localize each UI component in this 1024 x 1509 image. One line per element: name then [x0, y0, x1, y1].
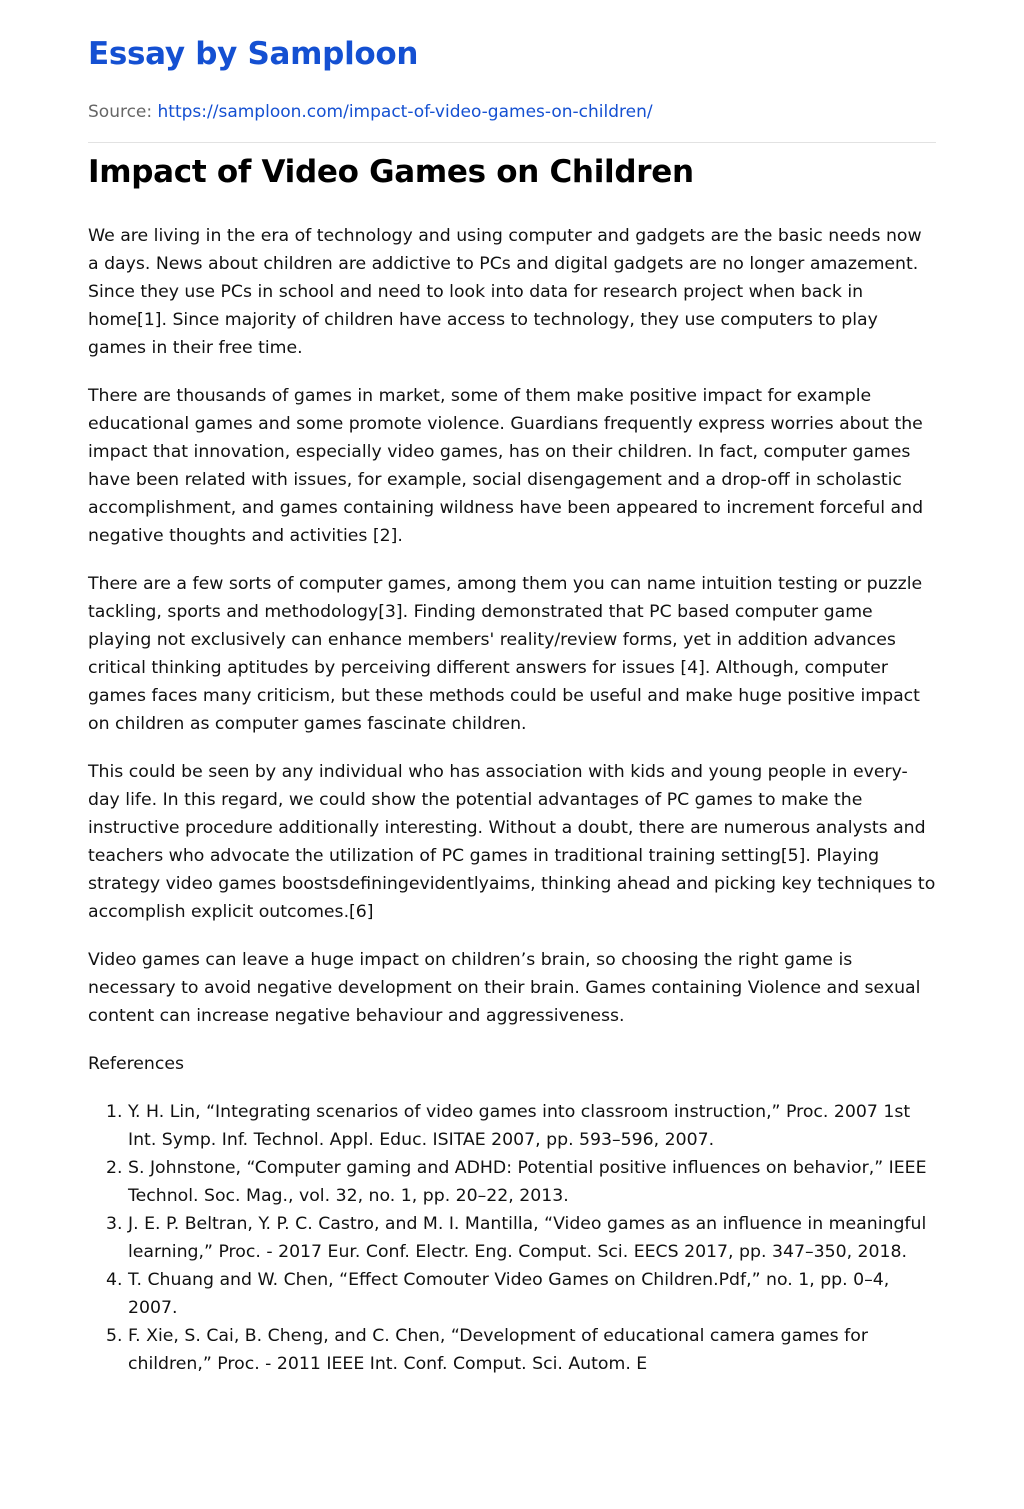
- reference-item: 2. S. Johnstone, “Computer gaming and ADHD: Potential positive influences on behavior,” IEEE Technol. Soc. Mag., vol. 32, no. 1, pp. 20–22, 2013.: [128, 1154, 936, 1210]
- essay-title: Impact of Video Games on Children: [88, 154, 694, 190]
- paragraph: Video games can leave a huge impact on children’s brain, so choosing the right game is necessary to avoid negative development on their brain. Games containing Violence and sexual content can increase negative behaviour and aggressiveness.: [88, 950, 921, 1026]
- paragraph: This could be seen by any individual who has association with kids and young people in every-day life. In this regard, we could show the potential advantages of PC games to make the instructive procedure additionally interesting. Without a doubt, there are numerous analysts and teachers who advocate the utilization of PC games in traditional training setting[5]. Playing strategy video games boostsdefiningevidentlyaims, thinking ahead and picking key techniques to accomplish explicit outcomes.[6]: [88, 762, 936, 922]
- reference-item: 4. T. Chuang and W. Chen, “Effect Comouter Video Games on Children.Pdf,” no. 1, pp. 0–4, 2007.: [128, 1266, 936, 1322]
- divider: [88, 142, 936, 143]
- references-list: [88, 1098, 936, 1378]
- paragraph: There are a few sorts of computer games, among them you can name intuition testing or puzzle tackling, sports and methodology[3]. Finding demonstrated that PC based computer game playing not exclusively can enhance members' reality/review forms, yet in addition advances critical thinking aptitudes by perceiving different answers for issues [4]. Although, computer games faces many criticism, but these methods could be useful and make huge positive impact on children as computer games fascinate children.: [88, 574, 923, 734]
- source-line: [88, 102, 653, 122]
- paragraph: We are living in the era of technology and using computer and gadgets are the basic needs now a days. News about children are addictive to PCs and digital gadgets are no longer amazement. Since they use PCs in school and need to look into data for research project when back in home[1]. Since majority of children have access to technology, they use computers to play games in their free time.: [88, 226, 922, 358]
- reference-item: 5. F. Xie, S. Cai, B. Cheng, and C. Chen, “Development of educational camera games for children,” Proc. - 2011 IEEE Int. Conf. Comput. Sci. Autom. E: [128, 1322, 936, 1378]
- source-label: Source:: [88, 102, 153, 122]
- references-heading: References: [88, 1054, 185, 1074]
- reference-item: 3. J. E. P. Beltran, Y. P. C. Castro, and M. I. Mantilla, “Video games as an influence in meaningful learning,” Proc. - 2017 Eur. Conf. Electr. Eng. Comput. Sci. EECS 2017, pp. 347–350, 2018.: [128, 1210, 936, 1266]
- paragraph: There are thousands of games in market, some of them make positive impact for example educational games and some promote violence. Guardians frequently express worries about the impact that innovation, especially video games, has on their children. In fact, computer games have been related with issues, for example, social disengagement and a drop-off in scholastic accomplishment, and games containing wildness have been appeared to increment forceful and negative thoughts and activities [2].: [88, 386, 924, 546]
- source-link[interactable]: https://samploon.com/impact-of-video-games-on-children/: [157, 102, 653, 122]
- brand-title: Essay by Samploon: [88, 36, 419, 72]
- essay-body: [88, 222, 936, 1378]
- reference-item: 1. Y. H. Lin, “Integrating scenarios of video games into classroom instruction,” Proc. 2007 1st Int. Symp. Inf. Technol. Appl. Educ. ISITAE 2007, pp. 593–596, 2007.: [128, 1098, 936, 1154]
